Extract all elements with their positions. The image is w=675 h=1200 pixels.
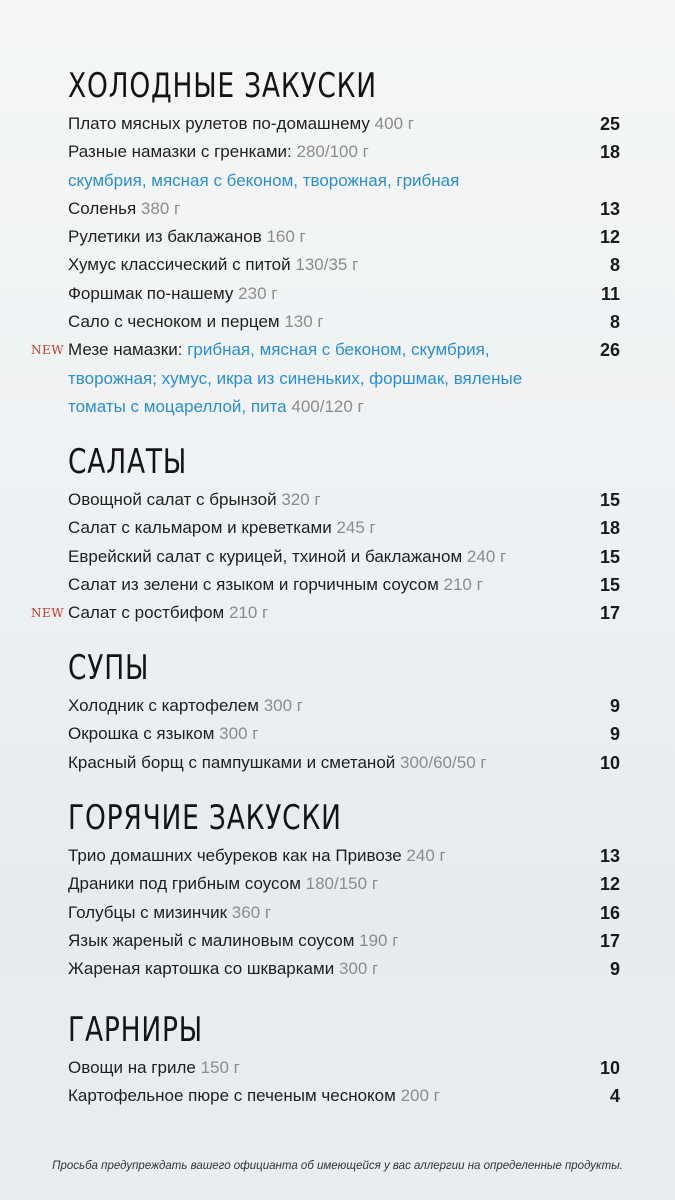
section-title: САЛАТЫ — [68, 442, 188, 482]
menu-item — [68, 955, 620, 983]
menu-item — [68, 1082, 620, 1110]
section-title: ГАРНИРЫ — [68, 1010, 203, 1050]
menu-item — [68, 842, 620, 870]
item-name: Холодник с картофелем — [68, 696, 259, 715]
menu-item — [68, 1054, 620, 1082]
menu-item — [68, 571, 620, 599]
item-weight: 400/120 г — [291, 396, 364, 416]
section-title: СУПЫ — [68, 648, 150, 688]
menu-item — [68, 927, 620, 955]
item-weight: 400 г — [374, 114, 414, 133]
menu-item — [68, 692, 620, 720]
item-name: Еврейский салат с курицей, тхиной и баклажаном — [68, 546, 463, 566]
section-cold-starters — [31, 64, 620, 421]
section-salads — [31, 440, 620, 627]
item-price: 11 — [600, 283, 620, 304]
menu-item — [68, 749, 620, 777]
item-price: 26 — [599, 340, 620, 361]
item-price: 15 — [599, 574, 620, 595]
item-weight: 200 г — [400, 1086, 440, 1106]
item-price: 8 — [609, 255, 620, 276]
item-name: Салат с кальмаром и креветками — [68, 518, 332, 538]
item-price: 9 — [609, 696, 620, 716]
item-name: Драники под грибным соусом — [68, 874, 301, 894]
menu-item — [68, 870, 620, 898]
item-weight: 240 г — [466, 546, 507, 566]
item-name: Сало с чесноком и перцем — [68, 312, 280, 332]
menu-item — [68, 720, 620, 748]
item-price: 25 — [599, 114, 620, 134]
item-price: 12 — [599, 227, 620, 248]
item-price: 17 — [599, 930, 620, 951]
item-weight: 280/100 г — [296, 142, 369, 162]
menu-item — [68, 486, 620, 514]
menu-item — [68, 110, 620, 138]
menu-item — [68, 223, 620, 251]
item-price: 8 — [609, 312, 620, 333]
item-name: Красный борщ с пампушками и сметаной — [68, 752, 396, 772]
item-price: 10 — [599, 752, 620, 773]
item-price: 13 — [599, 846, 620, 866]
item-price: 4 — [609, 1086, 620, 1107]
item-weight: 210 г — [443, 574, 483, 594]
menu-item — [68, 280, 620, 308]
menu-item — [68, 138, 620, 166]
item-name: Овощной салат с брынзой — [68, 490, 277, 509]
item-price: 13 — [599, 198, 620, 219]
menu-item — [31, 336, 620, 421]
item-weight: 300 г — [263, 696, 303, 715]
item-weight: 300/60/50 г — [400, 752, 487, 772]
section-hot-starters — [68, 796, 620, 983]
item-weight: 190 г — [359, 930, 399, 950]
item-weight: 210 г — [228, 603, 269, 623]
section-title: ХОЛОДНЫЕ ЗАКУСКИ — [68, 66, 377, 106]
item-price: 17 — [599, 603, 620, 624]
item-price: 16 — [599, 902, 620, 923]
item-weight: 380 г — [140, 198, 181, 218]
item-name: Форшмак по-нашему — [68, 283, 234, 303]
item-weight: 130/35 г — [295, 255, 359, 275]
item-name: Овощи на гриле — [68, 1058, 196, 1077]
menu-item — [68, 514, 620, 542]
item-name: Язык жареный с малиновым соусом — [68, 930, 355, 950]
section-side-dishes — [68, 1008, 620, 1111]
item-weight: 180/150 г — [305, 874, 379, 894]
item-weight: 130 г — [284, 312, 324, 332]
item-weight: 150 г — [200, 1058, 240, 1077]
item-weight: 300 г — [219, 724, 259, 744]
item-name: Рулетики из баклажанов — [68, 227, 262, 247]
item-name: Салат из зелени с языком и горчичным соусом — [68, 574, 439, 594]
menu-item — [68, 543, 620, 571]
item-name: Картофельное пюре с печеным чесноком — [68, 1086, 396, 1106]
item-name: Голубцы с мизинчик — [68, 902, 228, 922]
menu-item — [68, 251, 620, 279]
item-weight: 240 г — [406, 846, 446, 865]
section-title: ГОРЯЧИЕ ЗАКУСКИ — [68, 798, 342, 838]
item-price: 15 — [599, 490, 620, 510]
item-price: 12 — [599, 874, 620, 895]
new-badge: NEW — [31, 606, 65, 621]
menu-item — [68, 195, 620, 223]
item-name: Разные намазки с гренками: — [68, 142, 292, 162]
item-price: 15 — [599, 546, 620, 567]
item-name: Плато мясных рулетов по-домашнему — [68, 114, 370, 133]
item-weight: 245 г — [336, 518, 376, 538]
menu-item — [31, 599, 620, 627]
item-name: Соленья — [68, 198, 137, 218]
item-price: 9 — [609, 959, 620, 980]
item-price: 18 — [599, 142, 620, 163]
item-name: Трио домашних чебуреков как на Привозе — [68, 846, 402, 865]
section-soups — [68, 646, 620, 777]
item-price: 18 — [599, 518, 620, 539]
menu-item — [68, 899, 620, 927]
item-weight: 360 г — [231, 902, 272, 922]
item-price: 9 — [609, 724, 620, 745]
item-name: Салат с ростбифом — [68, 603, 225, 623]
item-name: Хумус классический с питой — [68, 255, 291, 275]
new-badge: NEW — [31, 343, 65, 358]
item-name: Мезе намазки: — [68, 340, 183, 360]
item-weight: 300 г — [338, 959, 379, 979]
item-weight: 160 г — [266, 227, 306, 247]
item-weight: 230 г — [238, 283, 278, 303]
item-name: Окрошка с языком — [68, 724, 215, 744]
item-weight: 320 г — [281, 490, 321, 509]
item-name: Жареная картошка со шкварками — [68, 959, 335, 979]
menu-item — [68, 308, 620, 336]
item-description: скумбрия, мясная с беконом, творожная, грибная — [68, 170, 460, 190]
item-price: 10 — [599, 1058, 620, 1078]
allergy-footnote: Просьба предупреждать вашего официанта об имеющейся у вас аллергии на определенные продукты. — [52, 1160, 623, 1172]
item-description: грибная, мясная с беконом, скумбрия, творожная; хумус, икра из синеньких, форшмак, вяленые томаты с моцареллой, пита — [68, 340, 523, 416]
